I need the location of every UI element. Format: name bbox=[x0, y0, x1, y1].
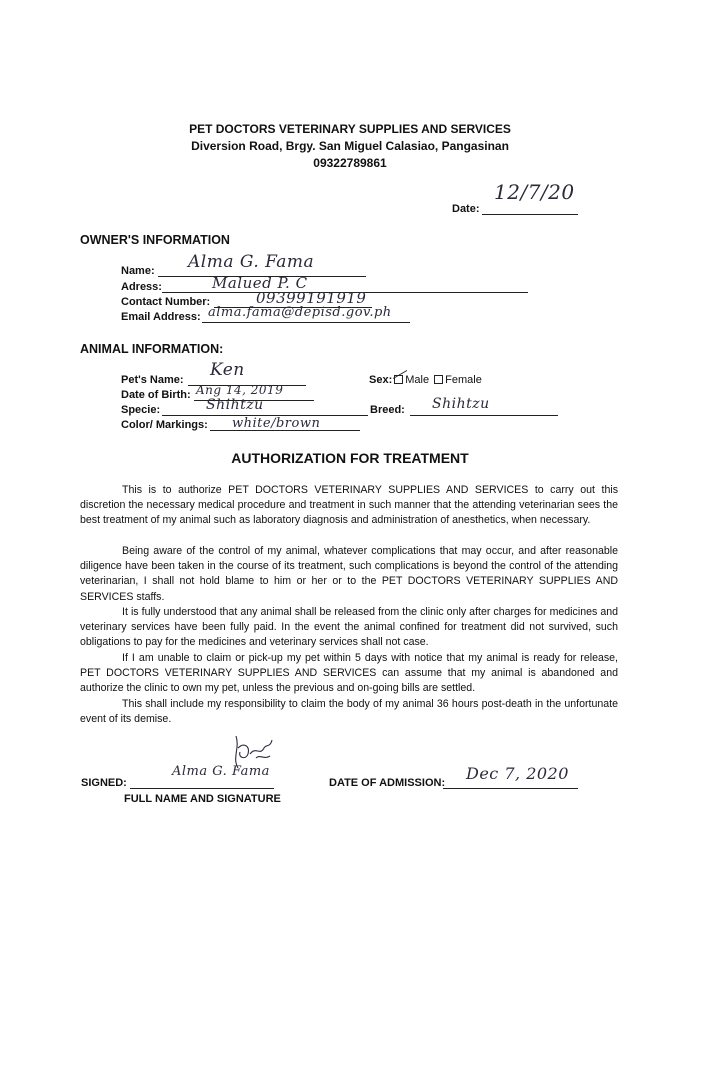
signed-label: SIGNED: bbox=[81, 777, 127, 789]
specie-value[interactable]: Shihtzu bbox=[206, 397, 264, 413]
breed-line bbox=[410, 415, 558, 416]
owner-contact-value[interactable]: 09399191919 bbox=[256, 289, 367, 307]
breed-value[interactable]: Shihtzu bbox=[432, 396, 490, 412]
authorization-title: AUTHORIZATION FOR TREATMENT bbox=[231, 450, 469, 466]
color-value[interactable]: white/brown bbox=[232, 416, 321, 431]
date-label: Date: bbox=[452, 203, 480, 215]
company-address: Diversion Road, Brgy. San Miguel Calasiao, Pangasinan bbox=[191, 139, 509, 153]
female-checkbox[interactable] bbox=[434, 375, 443, 384]
company-phone: 09322789861 bbox=[313, 156, 387, 170]
sex-label: Sex: bbox=[369, 374, 393, 386]
date-line bbox=[482, 214, 578, 215]
paragraph-1: This is to authorize PET DOCTORS VETERINARY SUPPLIES AND SERVICES to carry out this discretion the necessary medical procedure and treatment in such manner that the attending veterinarian sees the best treatment of my animal such as laboratory diagnosis and administration of anesthetics, when necessary. bbox=[80, 484, 618, 527]
signature-caption: FULL NAME AND SIGNATURE bbox=[124, 793, 281, 805]
pet-name-label: Pet's Name: bbox=[121, 374, 184, 386]
admission-value[interactable]: Dec 7, 2020 bbox=[466, 764, 569, 783]
breed-label: Breed: bbox=[370, 404, 405, 416]
dob-label: Date of Birth: bbox=[121, 389, 191, 401]
owner-address-value[interactable]: Malued P. C bbox=[212, 274, 308, 292]
email-line bbox=[202, 322, 410, 323]
owner-heading: OWNER'S INFORMATION bbox=[80, 233, 230, 247]
animal-heading: ANIMAL INFORMATION: bbox=[80, 342, 224, 356]
owner-name-value[interactable]: Alma G. Fama bbox=[188, 252, 315, 272]
date-value[interactable]: 12/7/20 bbox=[494, 180, 575, 204]
specie-label: Specie: bbox=[121, 404, 161, 416]
color-label: Color/ Markings: bbox=[121, 419, 208, 431]
male-checkbox[interactable] bbox=[394, 375, 403, 384]
sex-female-label: Female bbox=[445, 374, 482, 386]
contact-label: Contact Number: bbox=[121, 296, 211, 308]
pet-name-value[interactable]: Ken bbox=[210, 360, 245, 380]
paragraph-3: It is fully understood that any animal shall be released from the clinic only after charges for medicines and veterinary services have been fully paid. In the event the animal confined for treatment did not survived, such obligations to pay for the medicines and veterinary services shall not case. bbox=[80, 606, 618, 649]
admission-label: DATE OF ADMISSION: bbox=[329, 777, 446, 789]
signed-line bbox=[130, 788, 274, 789]
dob-value[interactable]: Ang 14, 2019 bbox=[196, 383, 284, 397]
company-name: PET DOCTORS VETERINARY SUPPLIES AND SERVICES bbox=[189, 122, 511, 136]
address-label: Adress: bbox=[121, 281, 162, 293]
signed-value[interactable]: Alma G. Fama bbox=[172, 764, 270, 779]
sex-male-label: Male bbox=[405, 374, 430, 386]
email-label: Email Address: bbox=[121, 311, 201, 323]
name-label: Name: bbox=[121, 265, 155, 277]
paragraph-4: If I am unable to claim or pick-up my pet within 5 days with notice that my animal is ready for release, PET DOCTORS VETERINARY SUPPLIES AND SERVICES can assume that my animal is abandoned and authorize the clinic to own my pet, unless the previous and on-going bills are settled. bbox=[80, 652, 618, 695]
owner-email-value[interactable]: alma.fama@depisd.gov.ph bbox=[208, 305, 392, 320]
paragraph-2: Being aware of the control of my animal, whatever complications that may occur, and after reasonable diligence have been taken in the course of its treatment, such complications is beyond the control of the attending veterinarian, I shall not hold blame to him or her or to the PET DOCTORS VETERINARY SUPPLIES AND SERVICES staffs. bbox=[80, 545, 618, 603]
admission-line bbox=[443, 788, 578, 789]
paragraph-5: This shall include my responsibility to claim the body of my animal 36 hours post-death in the unfortunate event of its demise. bbox=[80, 698, 618, 726]
sex-field bbox=[369, 374, 482, 386]
